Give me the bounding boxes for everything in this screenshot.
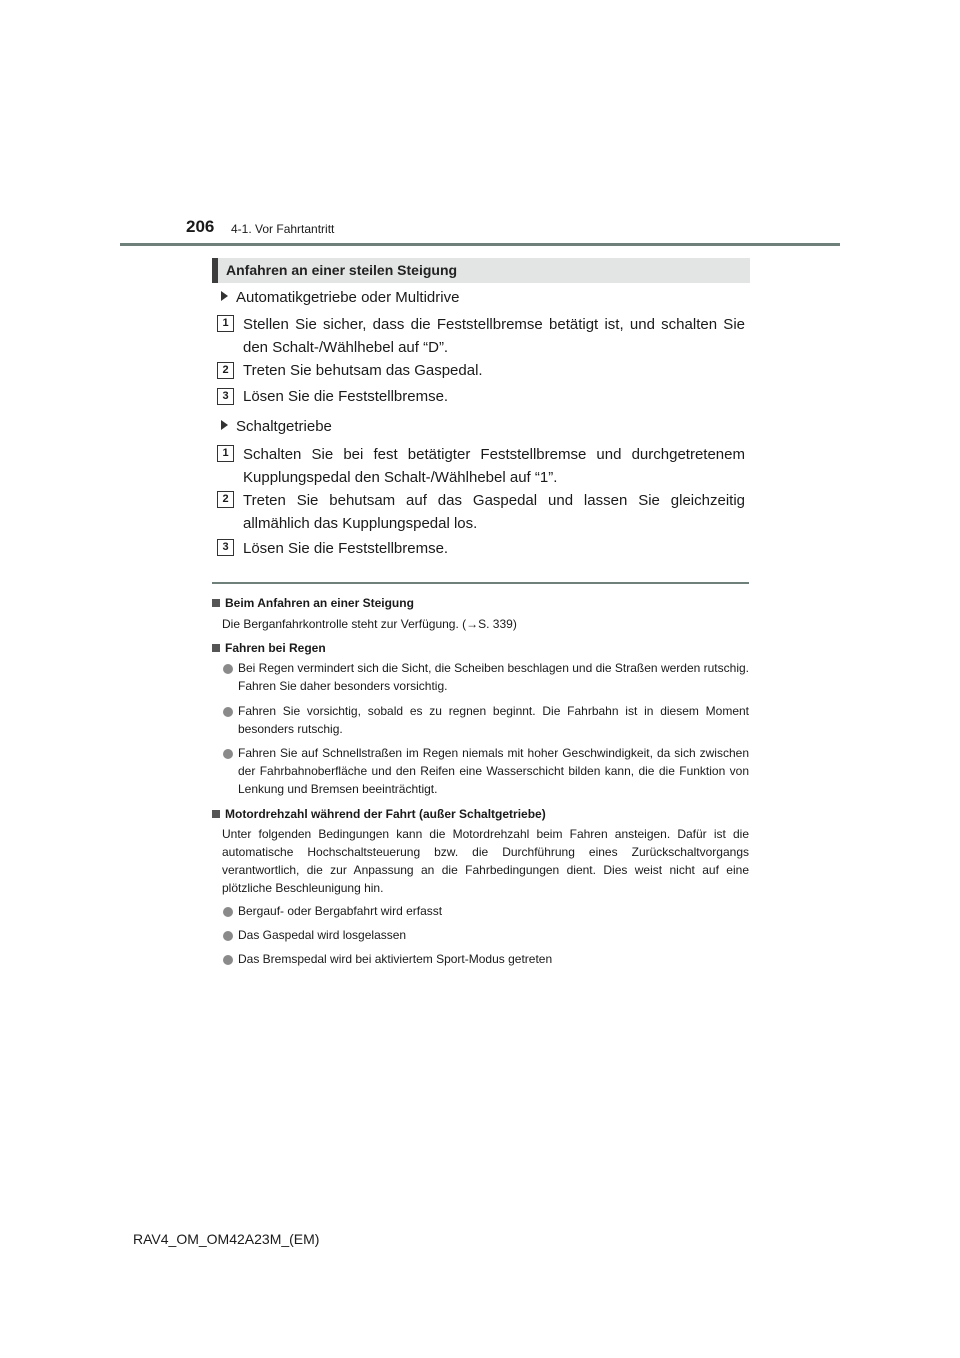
square-bullet-icon — [212, 810, 220, 818]
note-text: Unter folgenden Bedingungen kann die Motordrehzahl beim Fahren ansteigen. Dafür ist die automatische Hochschaltsteuerung bzw. die Durchführung eines Zurückschaltvorgangs verantwortlich, die zur Anpassung an die Fahrbedingungen dient. Dies weist nicht auf eine plötzliche Beschleunigung hin. — [222, 827, 749, 895]
square-bullet-icon — [212, 599, 220, 607]
section-title-bar — [212, 258, 750, 283]
document-code: RAV4_OM_OM42A23M_(EM) — [133, 1231, 320, 1247]
step-text: Treten Sie behutsam auf das Gaspedal und lassen Sie gleichzeitig allmählich das Kupplungspedal los. — [243, 492, 745, 532]
note-heading — [212, 807, 546, 821]
bullet-text: Bergauf- oder Bergabfahrt wird erfasst — [238, 904, 443, 918]
page-number: 206 — [186, 217, 215, 236]
round-bullet-icon — [223, 664, 233, 674]
note-heading-text: Motordrehzahl während der Fahrt (außer Schaltgetriebe) — [225, 807, 546, 821]
note-text: Die Berganfahrkontrolle steht zur Verfügung. (→S. 339) — [222, 617, 517, 631]
round-bullet-icon — [223, 749, 233, 759]
note-heading — [212, 596, 414, 610]
section-title: Anfahren an einer steilen Steigung — [226, 262, 458, 278]
header-divider — [120, 243, 840, 246]
round-bullet-icon — [223, 931, 233, 941]
step-number-badge: 2 — [217, 491, 234, 508]
step-text: Treten Sie behutsam das Gaspedal. — [243, 362, 483, 379]
step-text: Schalten Sie bei fest betätigter Feststellbremse und durchgetretenem Kupplungspedal den Schalt-/Wählhebel auf “1”. — [243, 446, 745, 486]
step-text: Stellen Sie sicher, dass die Feststellbremse betätigt ist, und schalten Sie den Schalt-/Wählhebel auf “D”. — [243, 316, 745, 356]
bullet-text: Das Bremspedal wird bei aktiviertem Sport-Modus getreten — [238, 952, 553, 966]
step-number-badge: 1 — [217, 315, 234, 332]
step-number-badge: 1 — [217, 445, 234, 462]
automatic-transmission-heading — [221, 289, 459, 306]
step-text: Lösen Sie die Feststellbremse. — [243, 388, 449, 405]
bullet-text: Das Gaspedal wird losgelassen — [238, 928, 407, 942]
triangle-bullet-icon — [221, 420, 228, 430]
step-number-badge: 2 — [217, 362, 234, 379]
bullet-text: Bei Regen vermindert sich die Sicht, die Scheiben beschlagen und die Straßen werden rutschig. Fahren Sie daher besonders vorsichtig. — [238, 661, 749, 693]
square-bullet-icon — [212, 644, 220, 652]
round-bullet-icon — [223, 707, 233, 717]
triangle-bullet-icon — [221, 291, 228, 301]
round-bullet-icon — [223, 955, 233, 965]
note-heading-text: Beim Anfahren an einer Steigung — [225, 596, 414, 610]
manual-heading-text: Schaltgetriebe — [236, 418, 332, 435]
note-heading — [212, 641, 326, 655]
step-number-badge: 3 — [217, 539, 234, 556]
notes-divider — [212, 582, 749, 584]
step-text: Lösen Sie die Feststellbremse. — [243, 540, 449, 557]
section-label: 4-1. Vor Fahrtantritt — [231, 222, 335, 236]
manual-transmission-heading — [221, 418, 332, 435]
bullet-text: Fahren Sie auf Schnellstraßen im Regen niemals mit hoher Geschwindigkeit, da sich zwischen der Fahrbahnoberfläche und den Reifen eine Wasserschicht bilden kann, die die Funktion von Lenkung und Bremsen beeinträchtigt. — [238, 746, 749, 796]
note-heading-text: Fahren bei Regen — [225, 641, 326, 655]
round-bullet-icon — [223, 907, 233, 917]
automatic-heading-text: Automatikgetriebe oder Multidrive — [236, 289, 460, 306]
step-number-badge: 3 — [217, 388, 234, 405]
bullet-text: Fahren Sie vorsichtig, sobald es zu regnen beginnt. Die Fahrbahn ist in diesem Moment besonders rutschig. — [238, 704, 749, 736]
